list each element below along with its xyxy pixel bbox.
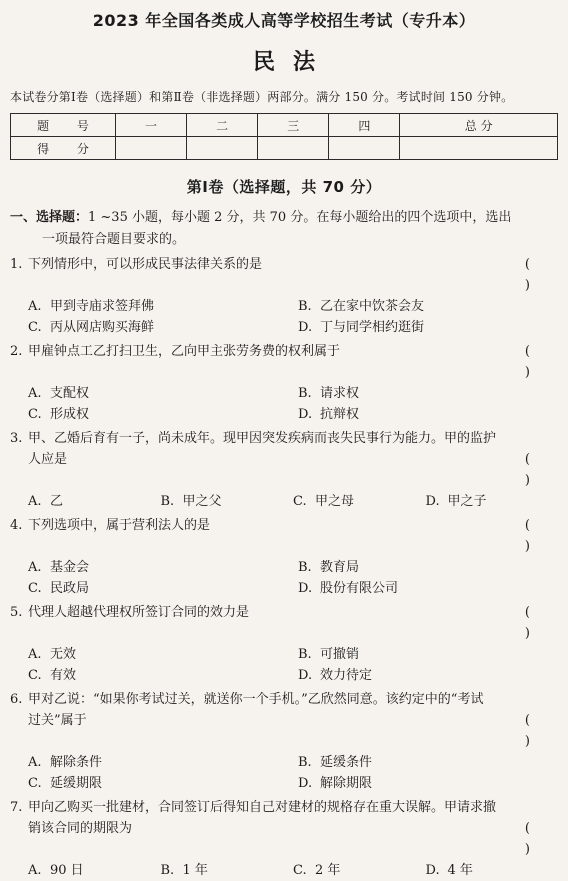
score-table — [10, 113, 558, 160]
score-table-score-row — [11, 137, 558, 160]
option-a[interactable]: A. 90 日 — [28, 863, 84, 878]
exam-title: 2023 年全国各类成人高等学校招生考试（专升本） — [92, 11, 476, 30]
section-title: 第Ⅰ卷（选择题，共 70 分） — [186, 178, 382, 196]
answer-paren[interactable]: ( ) — [524, 344, 550, 380]
question-7 — [10, 797, 558, 881]
score-input-cell[interactable] — [258, 137, 329, 160]
instructions-text: 一项最符合题目要求的。 — [42, 232, 186, 247]
answer-paren[interactable]: ( ) — [524, 257, 550, 293]
score-table-cell: 四 — [329, 114, 400, 137]
option-c[interactable]: C. 形成权 — [28, 407, 90, 422]
option-b[interactable]: B. 1 年 — [160, 863, 208, 878]
score-table-label: 得 分 — [11, 137, 116, 160]
question-number: 5. — [10, 605, 23, 620]
question-3 — [10, 428, 558, 512]
option-b[interactable]: B. 教育局 — [298, 560, 360, 575]
option-d[interactable]: D. 丁与同学相约逛街 — [298, 320, 425, 335]
question-number: 3. — [10, 431, 23, 446]
section-instructions — [10, 207, 558, 251]
option-a[interactable]: A. 解除条件 — [28, 755, 103, 770]
question-number: 2. — [10, 344, 23, 359]
score-table-cell: 总 分 — [400, 114, 558, 137]
score-table-cell: 二 — [187, 114, 258, 137]
question-text: 甲对乙说：“如果你考试过关，就送你一个手机。”乙欣然同意。该约定中的“考试 — [28, 692, 484, 707]
question-text: 甲雇钟点工乙打扫卫生，乙向甲主张劳务费的权利属于 — [28, 344, 341, 359]
option-d[interactable]: D. 效力待定 — [298, 668, 373, 683]
answer-paren[interactable]: ( ) — [524, 713, 550, 749]
answer-paren[interactable]: ( ) — [524, 452, 550, 488]
option-d[interactable]: D. 解除期限 — [298, 776, 373, 791]
question-6 — [10, 689, 558, 794]
question-text: 甲、乙婚后育有一子，尚未成年。现甲因突发疾病而丧失民事行为能力。甲的监护 — [28, 431, 497, 446]
question-text-cont: 过关”属于 — [28, 713, 87, 728]
question-number: 6. — [10, 692, 23, 707]
score-table-cell: 一 — [116, 114, 187, 137]
question-2 — [10, 341, 558, 425]
score-table-label: 题 号 — [11, 114, 116, 137]
question-1 — [10, 254, 558, 338]
option-b[interactable]: B. 乙在家中饮茶会友 — [298, 299, 425, 314]
option-c[interactable]: C. 2 年 — [293, 863, 341, 878]
option-b[interactable]: B. 延缓条件 — [298, 755, 373, 770]
question-text: 下列情形中，可以形成民事法律关系的是 — [28, 257, 263, 272]
option-b[interactable]: B. 甲之父 — [160, 494, 222, 509]
option-c[interactable]: C. 有效 — [28, 668, 77, 683]
score-table-header-row — [11, 114, 558, 137]
instructions-text: 1 ~35 小题，每小题 2 分，共 70 分。在每小题给出的四个选项中，选出 — [88, 210, 512, 225]
option-a[interactable]: A. 甲到寺庙求签拜佛 — [28, 299, 155, 314]
section-heading: 一、选择题： — [10, 210, 89, 225]
question-4 — [10, 515, 558, 599]
question-text: 甲向乙购买一批建材，合同签订后得知自己对建材的规格存在重大误解。甲请求撤 — [28, 800, 497, 815]
option-d[interactable]: D. 甲之子 — [425, 494, 487, 509]
option-a[interactable]: A. 无效 — [28, 647, 77, 662]
answer-paren[interactable]: ( ) — [524, 518, 550, 554]
question-number: 4. — [10, 518, 23, 533]
option-a[interactable]: A. 基金会 — [28, 560, 90, 575]
question-number: 1. — [10, 257, 23, 272]
option-c[interactable]: C. 延缓期限 — [28, 776, 103, 791]
option-a[interactable]: A. 支配权 — [28, 386, 90, 401]
option-c[interactable]: C. 甲之母 — [293, 494, 355, 509]
question-5 — [10, 602, 558, 686]
score-input-cell[interactable] — [329, 137, 400, 160]
question-text-cont: 销该合同的期限为 — [28, 821, 133, 836]
option-b[interactable]: B. 可撤销 — [298, 647, 360, 662]
option-a[interactable]: A. 乙 — [28, 494, 64, 509]
score-input-cell[interactable] — [187, 137, 258, 160]
option-b[interactable]: B. 请求权 — [298, 386, 360, 401]
question-text: 下列选项中，属于营利法人的是 — [28, 518, 211, 533]
question-text: 代理人超越代理权所签订合同的效力是 — [28, 605, 250, 620]
exam-notice: 本试卷分第Ⅰ卷（选择题）和第Ⅱ卷（非选择题）两部分。满分 150 分。考试时间 150 分钟。 — [10, 90, 514, 104]
question-text-cont: 人应是 — [28, 452, 68, 467]
option-c[interactable]: C. 丙从网店购买海鲜 — [28, 320, 155, 335]
score-input-cell[interactable] — [116, 137, 187, 160]
subject-title: 民法 — [252, 50, 333, 75]
option-d[interactable]: D. 4 年 — [425, 863, 473, 878]
score-input-cell[interactable] — [400, 137, 558, 160]
answer-paren[interactable]: ( ) — [524, 821, 550, 857]
option-d[interactable]: D. 股份有限公司 — [298, 581, 399, 596]
question-number: 7. — [10, 800, 23, 815]
option-c[interactable]: C. 民政局 — [28, 581, 90, 596]
answer-paren[interactable]: ( ) — [524, 605, 550, 641]
score-table-cell: 三 — [258, 114, 329, 137]
option-d[interactable]: D. 抗辩权 — [298, 407, 360, 422]
